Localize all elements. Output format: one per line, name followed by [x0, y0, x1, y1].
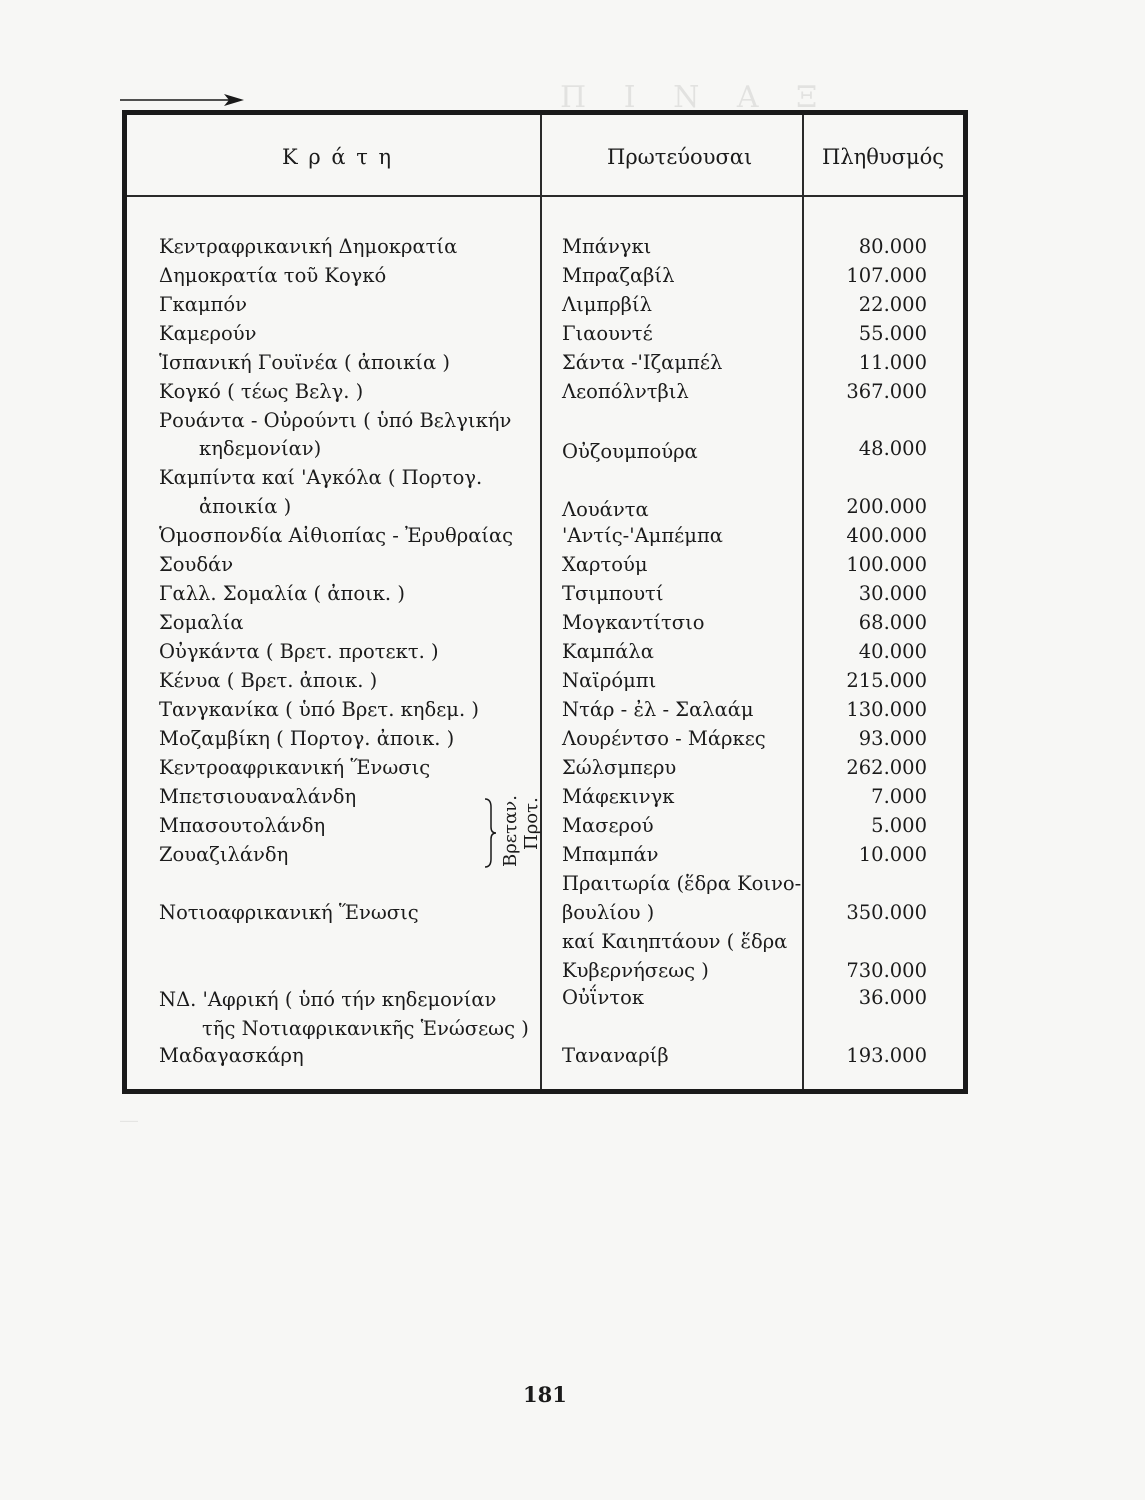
state-cell: ΝΔ. 'Αφρική ( ὑπό τήν κηδεμονίαν: [159, 988, 497, 1011]
capital-cell: Γιαουντέ: [562, 322, 653, 345]
state-cell: Μπετσιουαναλάνδη: [159, 785, 357, 808]
capital-cell: Καμπάλα: [562, 640, 654, 663]
state-cell: Τανγκανίκα ( ὑπό Βρετ. κηδεμ. ): [159, 698, 479, 721]
population-cell: 200.000: [846, 495, 927, 518]
capital-cell-continued: Κυβερνήσεως ): [562, 959, 709, 982]
state-cell: Ζουαζιλάνδη: [159, 843, 289, 866]
state-cell: Ὁμοσπονδία Αἰθιοπίας - Ἐρυθραίας: [159, 524, 514, 547]
population-cell: 10.000: [858, 843, 927, 866]
population-cell: 193.000: [846, 1044, 927, 1067]
capital-cell: Μασερού: [562, 814, 654, 837]
state-cell: Καμπίντα καί 'Αγκόλα ( Πορτογ.: [159, 466, 483, 489]
capital-cell: Ταναναρίβ: [562, 1044, 669, 1067]
population-cell: 262.000: [846, 756, 927, 779]
capital-cell-continued: βουλίου ): [562, 901, 655, 924]
capital-cell: Χαρτούμ: [562, 553, 648, 576]
capital-cell: 'Αντίς-'Αμπέμπα: [562, 524, 723, 547]
population-cell: 100.000: [846, 553, 927, 576]
state-cell: Καμερούν: [159, 322, 257, 345]
state-cell-continued: κηδεμονίαν): [199, 437, 322, 460]
capital-cell: Ναϊρόμπι: [562, 669, 657, 692]
header-divider: [127, 195, 963, 197]
population-cell: 350.000: [846, 901, 927, 924]
state-cell: Κεντροαφρικανική Ἕνωσις: [159, 756, 431, 779]
show-through-text: Π Ι Ν Α Ξ: [560, 80, 832, 115]
population-cell: 107.000: [846, 264, 927, 287]
population-cell: 367.000: [846, 380, 927, 403]
state-cell: Ρουάντα - Οὐρούντι ( ὑπό Βελγικήν: [159, 409, 512, 432]
population-cell: 215.000: [846, 669, 927, 692]
state-cell: Μαδαγασκάρη: [159, 1044, 304, 1067]
population-cell: 7.000: [871, 785, 927, 808]
capital-cell: Μπαμπάν: [562, 843, 659, 866]
population-cell: 30.000: [858, 582, 927, 605]
capital-cell: Μπραζαβίλ: [562, 264, 675, 287]
page-number: 181: [523, 1382, 567, 1407]
state-cell: Κεντραφρικανική Δημοκρατία: [159, 235, 458, 258]
capital-cell: Λουρέντσο - Μάρκες: [562, 727, 766, 750]
population-cell: 68.000: [858, 611, 927, 634]
state-cell: Μπασουτολάνδη: [159, 814, 326, 837]
population-cell: 36.000: [858, 986, 927, 1009]
population-cell: 40.000: [858, 640, 927, 663]
column-divider: [802, 115, 804, 1089]
brace-bracket: [483, 797, 497, 869]
population-cell: 22.000: [858, 293, 927, 316]
capital-cell: Οὐΐντοκ: [562, 986, 645, 1009]
capital-cell: Οὐζουμπούρα: [562, 440, 698, 463]
state-cell: Σομαλία: [159, 611, 244, 634]
capital-cell: Σώλσμπερυ: [562, 756, 677, 779]
population-cell: 48.000: [858, 437, 927, 460]
population-cell: 93.000: [858, 727, 927, 750]
show-through-text: ―: [120, 1110, 138, 1131]
capital-cell: Τσιμπουτί: [562, 582, 664, 605]
state-cell: Οὐγκάντα ( Βρετ. προτεκτ. ): [159, 640, 439, 663]
capital-cell: Λιμπρβίλ: [562, 293, 652, 316]
state-cell: Γαλλ. Σομαλία ( ἀποικ. ): [159, 582, 405, 605]
header-states: Κ ρ ά τ η: [282, 145, 394, 169]
population-cell: 400.000: [846, 524, 927, 547]
capital-cell: Σάντα -'Ιζαμπέλ: [562, 351, 723, 374]
capital-cell: Μογκαντίτσιο: [562, 611, 705, 634]
state-cell: Γκαμπόν: [159, 293, 247, 316]
state-cell: Νοτιοαφρικανική Ἕνωσις: [159, 901, 419, 924]
capital-cell: Μπάνγκι: [562, 235, 652, 258]
capital-cell: καί Καιηπτάουν ( ἕδρα: [562, 930, 788, 953]
state-cell: Μοζαμβίκη ( Πορτογ. ἀποικ. ): [159, 727, 455, 750]
population-cell: 80.000: [858, 235, 927, 258]
capital-cell: Λεοπόλντβιλ: [562, 380, 689, 403]
state-cell-continued: τῆς Νοτιαφρικανικῆς Ἑνώσεως ): [202, 1017, 529, 1040]
state-cell-continued: ἀποικία ): [199, 495, 292, 518]
capital-cell: Πραιτωρία (ἕδρα Κοινο-: [562, 872, 802, 895]
capital-cell: Μάφεκινγκ: [562, 785, 675, 808]
state-cell: Δημοκρατία τοῦ Κογκό: [159, 264, 387, 287]
population-cell: 730.000: [846, 959, 927, 982]
arrow-mark: [120, 92, 245, 108]
population-cell: 55.000: [858, 322, 927, 345]
state-cell: Ἱσπανική Γουϊνέα ( ἀποικία ): [159, 351, 450, 374]
africa-states-table: [122, 110, 968, 1094]
header-population: Πληθυσμός: [822, 145, 945, 169]
bracket-label-british: Βρεταν.: [500, 795, 521, 867]
state-cell: Κένυα ( Βρετ. ἀποικ. ): [159, 669, 378, 692]
capital-cell: Λουάντα: [562, 498, 649, 521]
state-cell: Σουδάν: [159, 553, 234, 576]
bracket-label-protectorates: Προτ.: [521, 797, 542, 850]
column-divider: [540, 115, 542, 1089]
population-cell: 5.000: [871, 814, 927, 837]
capital-cell: Ντάρ - ἐλ - Σαλαάμ: [562, 698, 754, 721]
population-cell: 11.000: [858, 351, 927, 374]
state-cell: Κογκό ( τέως Βελγ. ): [159, 380, 364, 403]
population-cell: 130.000: [846, 698, 927, 721]
header-capitals: Πρωτεύουσαι: [607, 145, 753, 169]
